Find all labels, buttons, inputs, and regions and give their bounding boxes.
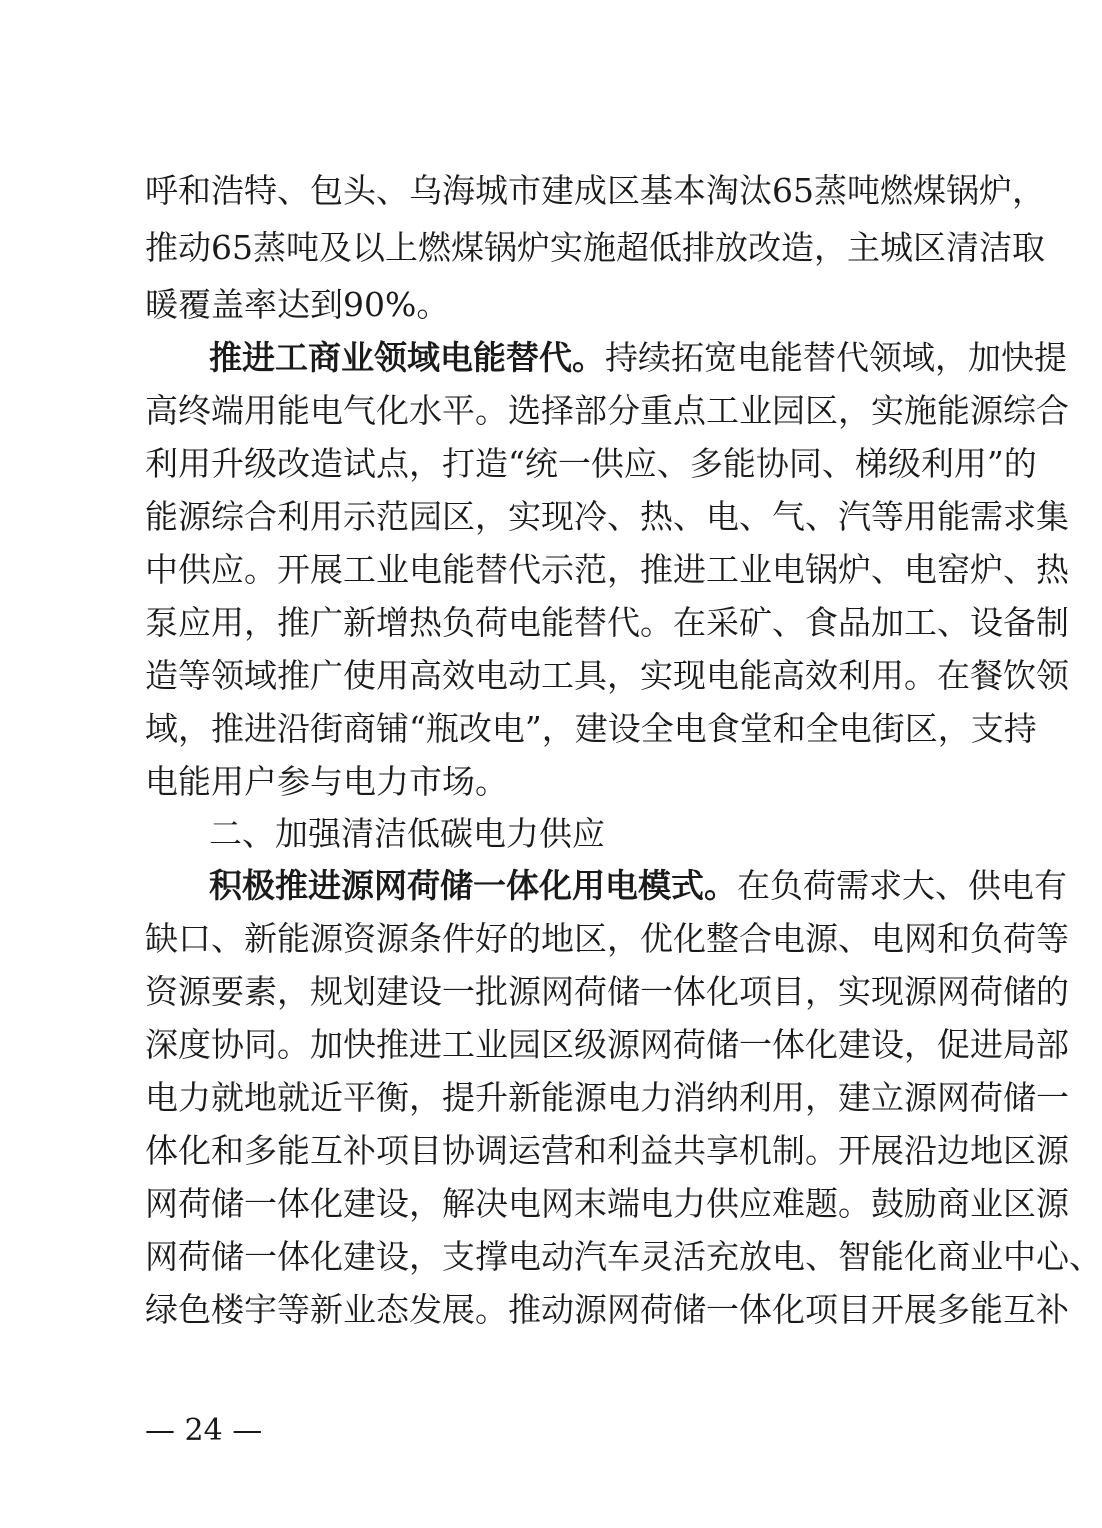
paragraph-2-line-2: 高终端用能电气化水平。选择部分重点工业园区，实施能源综合 (145, 391, 1069, 430)
paragraph-3-line-7: 网荷储一体化建设，解决电网末端电力供应难题。鼓励商业区源 (145, 1184, 1069, 1223)
paragraph-2-line-8: 域，推进沿街商铺“瓶改电”，建设全电食堂和全电街区，支持 (145, 709, 1037, 748)
paragraph-2-line-9: 电能用户参与电力市场。 (145, 762, 508, 801)
paragraph-2-line-6: 泵应用，推广新增热负荷电能替代。在采矿、食品加工、设备制 (145, 603, 1069, 642)
paragraph-2-line-1 (209, 338, 1067, 378)
paragraph-1-line-2: 推动65蒸吨及以上燃煤锅炉实施超低排放改造，主城区清洁取 (145, 228, 1045, 267)
paragraph-3-line-5: 电力就地就近平衡，提升新能源电力消纳利用，建立源网荷储一 (145, 1078, 1069, 1117)
paragraph-1-line-1: 呼和浩特、包头、乌海城市建成区基本淘汰65蒸吨燃煤锅炉， (145, 171, 1045, 210)
paragraph-3-line-3: 资源要素，规划建设一批源网荷储一体化项目，实现源网荷储的 (145, 972, 1069, 1011)
paragraph-3-line-6: 体化和多能互补项目协调运营和利益共享机制。开展沿边地区源 (145, 1131, 1069, 1170)
paragraph-3-line-1 (209, 866, 1067, 906)
paragraph-3-line-4: 深度协同。加快推进工业园区级源网荷储一体化建设，促进局部 (145, 1025, 1069, 1064)
page-number: — 24 — (145, 1413, 263, 1448)
section-heading: 二、加强清洁低碳电力供应 (209, 814, 605, 853)
paragraph-2-line-7: 造等领域推广使用高效电动工具，实现电能高效利用。在餐饮领 (145, 656, 1069, 695)
paragraph-2-line-5: 中供应。开展工业电能替代示范，推进工业电锅炉、电窑炉、热 (145, 550, 1069, 589)
paragraph-3-bold-lead: 积极推进源网荷储一体化用电模式。 (209, 866, 737, 905)
paragraph-3-line-2: 缺口、新能源资源条件好的地区，优化整合电源、电网和负荷等 (145, 919, 1069, 958)
paragraph-2-first-rest: 持续拓宽电能替代领域，加快提 (605, 338, 1067, 377)
paragraph-3-line-9: 绿色楼宇等新业态发展。推动源网荷储一体化项目开展多能互补 (145, 1290, 1069, 1329)
paragraph-3-line-8: 网荷储一体化建设，支撑电动汽车灵活充放电、智能化商业中心、 (145, 1237, 1102, 1276)
paragraph-1-line-3: 暖覆盖率达到90%。 (145, 285, 450, 324)
paragraph-2-line-3: 利用升级改造试点，打造“统一供应、多能协同、梯级利用”的 (145, 444, 1037, 483)
paragraph-3-first-rest: 在负荷需求大、供电有 (737, 866, 1067, 905)
paragraph-2-bold-lead: 推进工商业领域电能替代。 (209, 338, 605, 377)
paragraph-2-line-4: 能源综合利用示范园区，实现冷、热、电、气、汽等用能需求集 (145, 497, 1069, 536)
